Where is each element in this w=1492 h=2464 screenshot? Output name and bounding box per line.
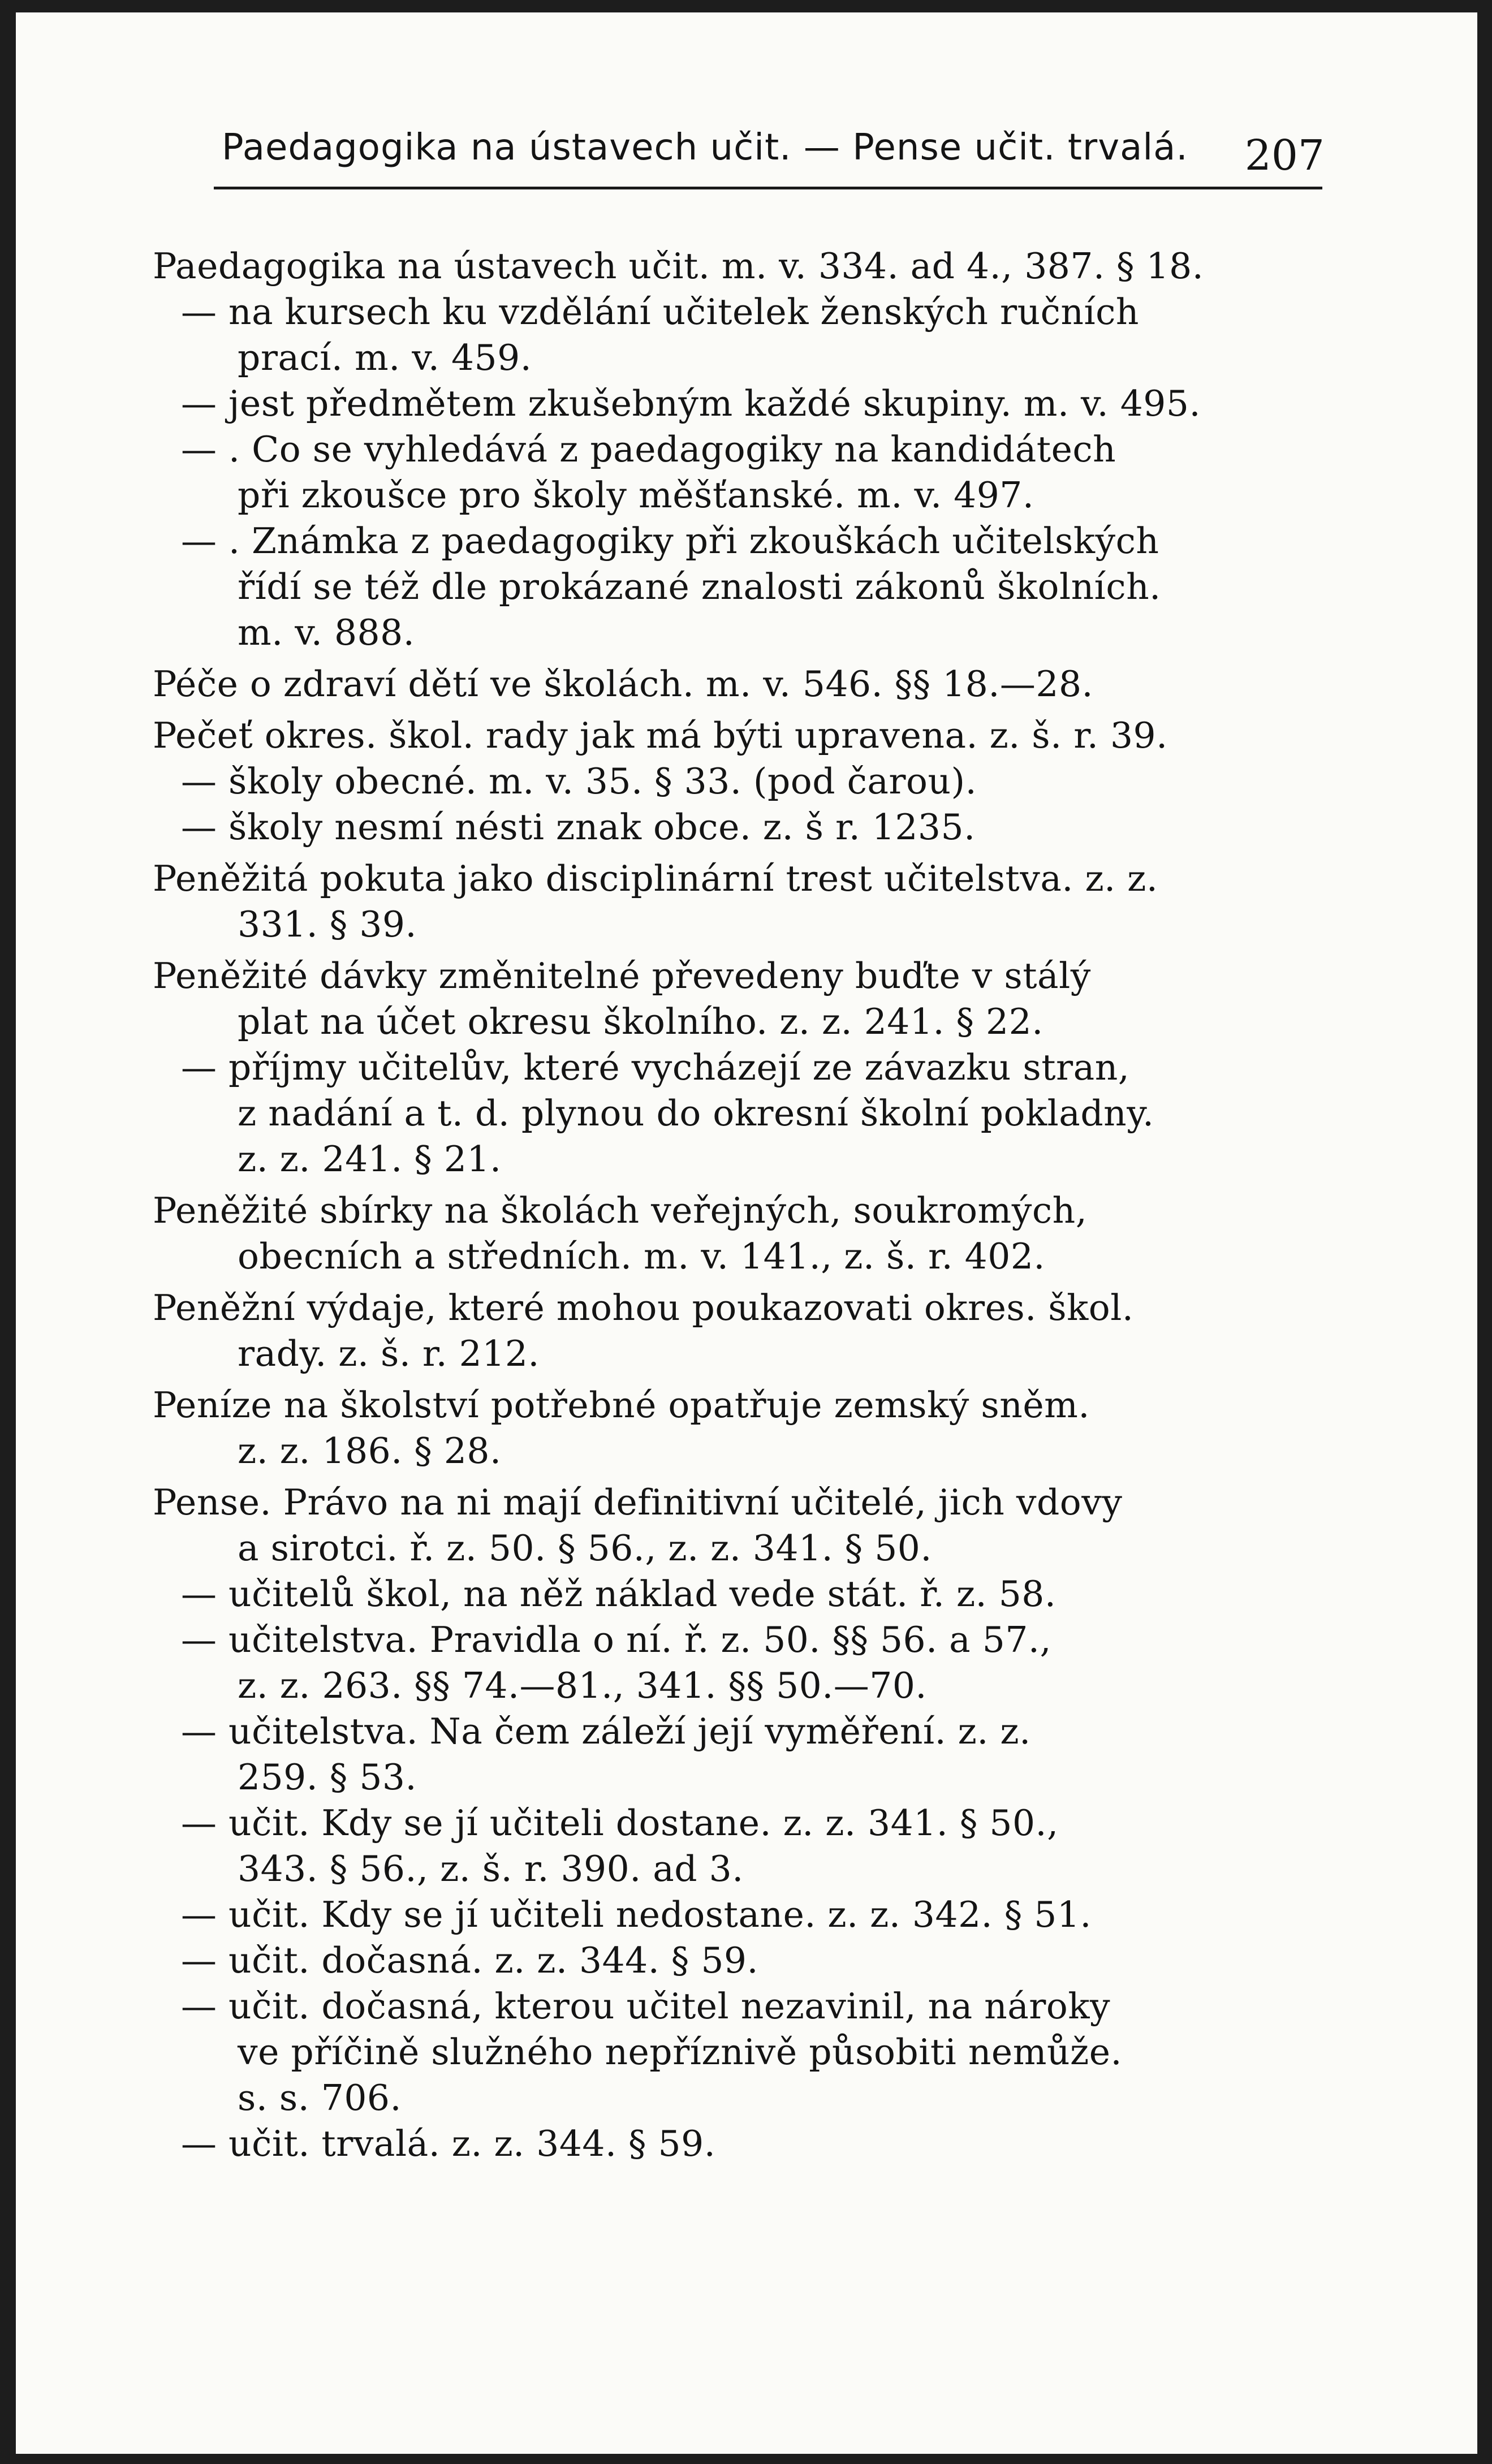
- entry-gap: [153, 1376, 1329, 1382]
- index-line: Peněžité dávky změnitelné převedeny buďte v stálý: [153, 955, 1091, 996]
- entry-gap: [153, 1182, 1329, 1188]
- running-header: [222, 122, 1325, 180]
- index-line: — školy nesmí nésti znak obce. z. š r. 1235.: [181, 806, 976, 848]
- index-entries: [153, 243, 1329, 2167]
- index-line: — jest předmětem zkušebným každé skupiny. m. v. 495.: [181, 383, 1201, 424]
- index-line: rady. z. š. r. 212.: [238, 1333, 540, 1374]
- index-line: — učit. dočasná. z. z. 344. § 59.: [181, 1940, 759, 1981]
- index-line: — učit. Kdy se jí učiteli dostane. z. z. 341. § 50.,: [181, 1802, 1059, 1844]
- scan-edge-left: [0, 0, 16, 2464]
- index-line: — učit. trvalá. z. z. 344. § 59.: [181, 2123, 716, 2164]
- index-line: Paedagogika na ústavech učit. m. v. 334. ad 4., 387. § 18.: [153, 245, 1204, 287]
- index-line: při zkoušce pro školy měšťanské. m. v. 497.: [238, 474, 1034, 516]
- index-line: Pečeť okres. škol. rady jak má býti upravena. z. š. r. 39.: [153, 715, 1168, 756]
- entry-gap: [153, 947, 1329, 953]
- index-line: plat na účet okresu školního. z. z. 241. § 22.: [238, 1001, 1043, 1042]
- index-line: — . Známka z paedagogiky při zkouškách učitelských: [181, 520, 1159, 562]
- entry-gap: [153, 850, 1329, 856]
- index-line: a sirotci. ř. z. 50. § 56., z. z. 341. § 50.: [238, 1527, 932, 1569]
- running-title: Paedagogika na ústavech učit. — Pense učit. trvalá.: [222, 127, 1188, 169]
- index-line: prací. m. v. 459.: [238, 337, 532, 378]
- index-line: z. z. 263. §§ 74.—81., 341. §§ 50.—70.: [238, 1665, 927, 1706]
- entry-gap: [153, 707, 1329, 713]
- header-rule: [214, 187, 1322, 189]
- index-line: s. s. 706.: [238, 2077, 402, 2118]
- index-line: — učit. dočasná, kterou učitel nezavinil, na nároky: [181, 1986, 1111, 2027]
- index-line: — učitelů škol, na něž náklad vede stát. ř. z. 58.: [181, 1573, 1057, 1615]
- index-line: Peněžitá pokuta jako disciplinární trest učitelstva. z. z.: [153, 858, 1158, 899]
- scan-edge-right: [1477, 0, 1492, 2464]
- index-line: 343. § 56., z. š. r. 390. ad 3.: [238, 1848, 744, 1889]
- index-line: Péče o zdraví dětí ve školách. m. v. 546. §§ 18.—28.: [153, 663, 1094, 705]
- index-line: 331. § 39.: [238, 904, 417, 945]
- index-line: m. v. 888.: [238, 612, 415, 653]
- index-line: — učitelstva. Pravidla o ní. ř. z. 50. §§ 56. a 57.,: [181, 1619, 1051, 1660]
- index-line: z. z. 241. § 21.: [238, 1138, 502, 1180]
- index-line: řídí se též dle prokázané znalosti zákonů školních.: [238, 566, 1161, 607]
- index-line: Peněžní výdaje, které mohou poukazovati okres. škol.: [153, 1287, 1134, 1328]
- index-line: 259. § 53.: [238, 1757, 417, 1798]
- index-line: — . Co se vyhledává z paedagogiky na kandidátech: [181, 429, 1116, 470]
- index-line: — na kursech ku vzdělání učitelek ženských ručních: [181, 291, 1140, 333]
- index-line: z. z. 186. § 28.: [238, 1430, 502, 1472]
- scan-edge-top: [0, 0, 1492, 12]
- index-line: Pense. Právo na ni mají definitivní učitelé, jich vdovy: [153, 1482, 1123, 1523]
- index-line: — školy obecné. m. v. 35. § 33. (pod čarou).: [181, 761, 977, 802]
- index-line: — učit. Kdy se jí učiteli nedostane. z. z. 342. § 51.: [181, 1894, 1092, 1935]
- index-line: — příjmy učitelův, které vycházejí ze závazku stran,: [181, 1047, 1130, 1088]
- index-line: z nadání a t. d. plynou do okresní školní pokladny.: [238, 1093, 1154, 1134]
- page-number: 207: [1244, 131, 1325, 180]
- entry-gap: [153, 1474, 1329, 1479]
- entry-gap: [153, 1279, 1329, 1285]
- index-line: ve příčině služného nepříznivě působiti nemůže.: [238, 2031, 1123, 2073]
- entry-gap: [153, 655, 1329, 661]
- index-line: Peníze na školství potřebné opatřuje zemský sněm.: [153, 1384, 1090, 1426]
- index-line: Peněžité sbírky na školách veřejných, soukromých,: [153, 1190, 1088, 1231]
- scan-edge-bottom: [0, 2454, 1492, 2464]
- index-line: — učitelstva. Na čem záleží její vyměření. z. z.: [181, 1711, 1031, 1752]
- index-line: obecních a středních. m. v. 141., z. š. r. 402.: [238, 1236, 1045, 1277]
